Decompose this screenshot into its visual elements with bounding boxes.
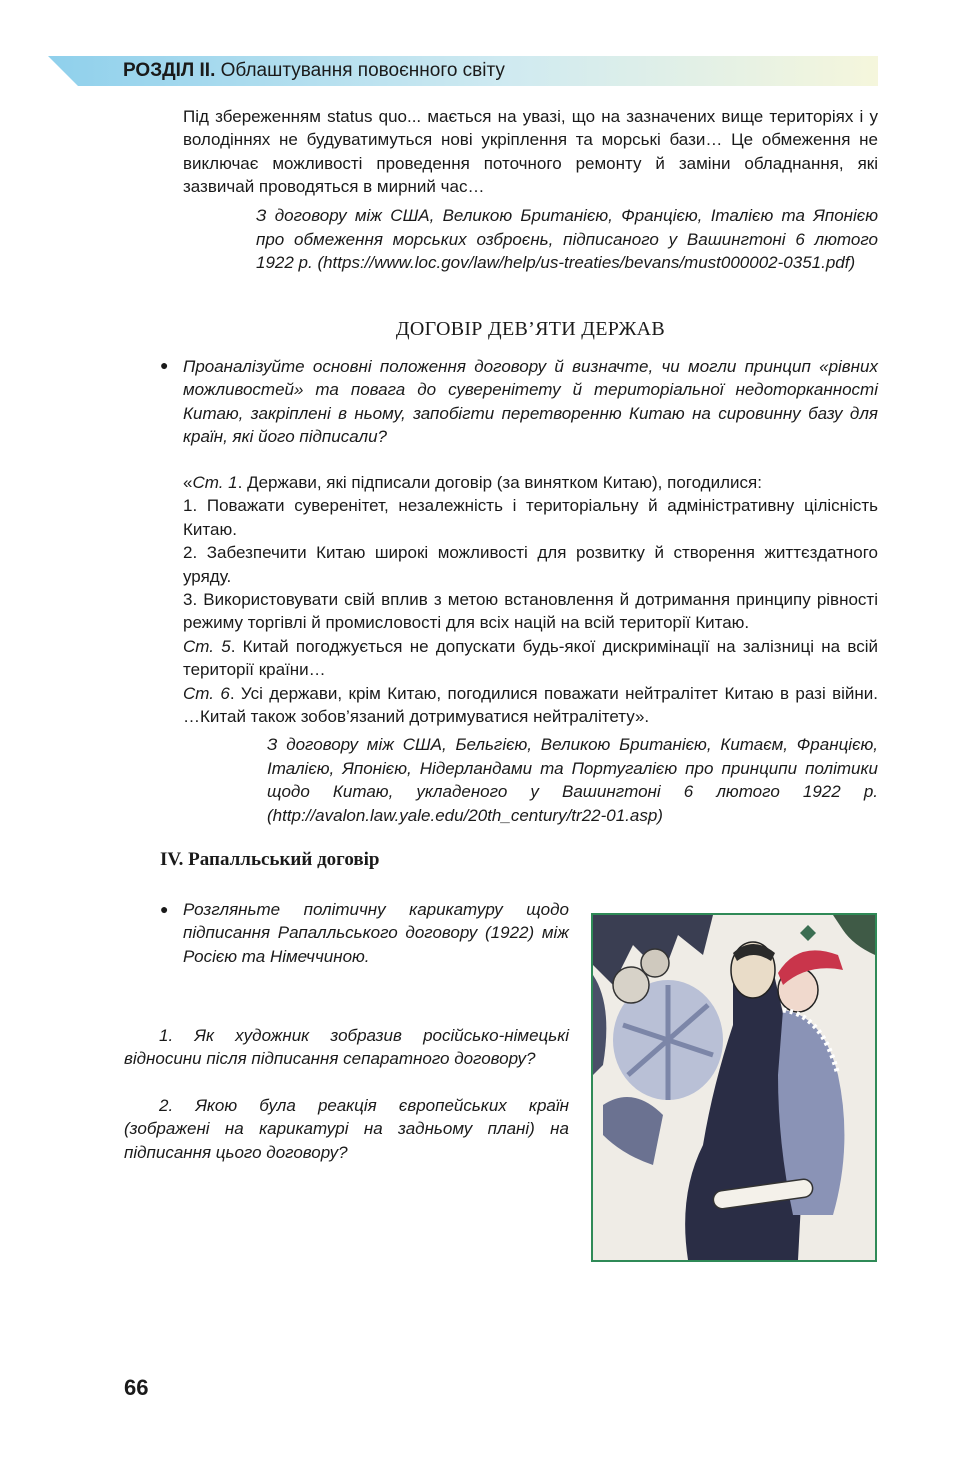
article-1-item-1: 1. Поважати суверенітет, незалежність і територіальну й адміністративну цілісність Китаю. [183,496,878,539]
page-number: 66 [124,1375,149,1400]
quote-source-nine-powers: З договору між США, Бельгією, Великою Британією, Китаєм, Францією, Італією, Японією, Нідерландами та Португалією про принципи політики щодо Китаю, укладеного у Вашингтоні 6 лютого 1922 р. (http://avalon.law.yale.edu/20th_century/tr22-01.asp) [267,735,878,825]
rapallo-section-title: IV. Рапалльський договір [160,849,380,870]
article-5: Ст. 5. Китай погоджується не допускати будь-якої дискримінації на залізниці на всій території країни… [183,636,878,680]
bullet-icon: ● [160,901,169,917]
treaty-excerpt [183,471,878,728]
section-title: Облаштування повоєнного світу [220,60,505,81]
article-1-item-3: 3. Використовувати свій вплив з метою встановлення й дотримання принципу рівності режиму торгівлі й промисловості для всіх націй на всій території Китаю. [183,590,878,633]
article-6: Ст. 6. Усі держави, крім Китаю, погодилися поважати нейтралітет Китаю в разі війни. …Китай також зобов’язаний дотримуватися нейтралітету». [183,683,879,727]
question-1: 1. Як художник зобразив російсько-німецькі відносини після підписання сепаратного договору? [124,1026,569,1069]
article-1-item-2: 2. Забезпечити Китаю широкі можливості для розвитку й створення життєздатного уряду. [183,543,878,586]
bullet-icon: ● [160,357,169,373]
quote-status-quo: Під збереженням status quo... мається на увазі, що на зазначених вище територіях і у володіннях не будуватимуться нові укріплення та морські бази… Це обмеження не виключає можливості проведення поточного ремонту й заміни обладнання, які зазвичай проводяться в мирний час… [183,107,878,197]
section-label: РОЗДІЛ ІІ. [123,60,216,81]
section-header [48,56,878,86]
rapallo-caricature-image [591,913,877,1262]
task-nine-powers: Проаналізуйте основні положення договору й визначте, чи могли принцип «рівних можливостей» та повага до суверенітету й територіальної недоторканності Китаю, закріплені в ньому, запобігти перетворенню Китаю на сировинну базу для країн, які його підписали? [183,357,878,447]
article-1: «Ст. 1. Держави, які підписали договір (за винятком Китаю), погодилися: [183,473,762,492]
quote-source-naval: З договору між США, Великою Британією, Францією, Італією та Японією про обмеження морських озброєнь, підписаного у Вашингтоні 6 лютого 1922 р. (https://www.loc.gov/law/help/us-treaties/bevans/must000002-0351.pdf) [256,206,878,272]
question-2: 2. Якою була реакція європейських країн (зображені на карикатурі на задньому плані) на підписання цього договору? [124,1096,569,1162]
task-rapallo: Розгляньте політичну карикатуру щодо підписання Рапалльського договору (1922) між Росією та Німеччиною. [183,900,569,966]
treaty-title: ДОГОВІР ДЕВ’ЯТИ ДЕРЖАВ [395,318,666,340]
